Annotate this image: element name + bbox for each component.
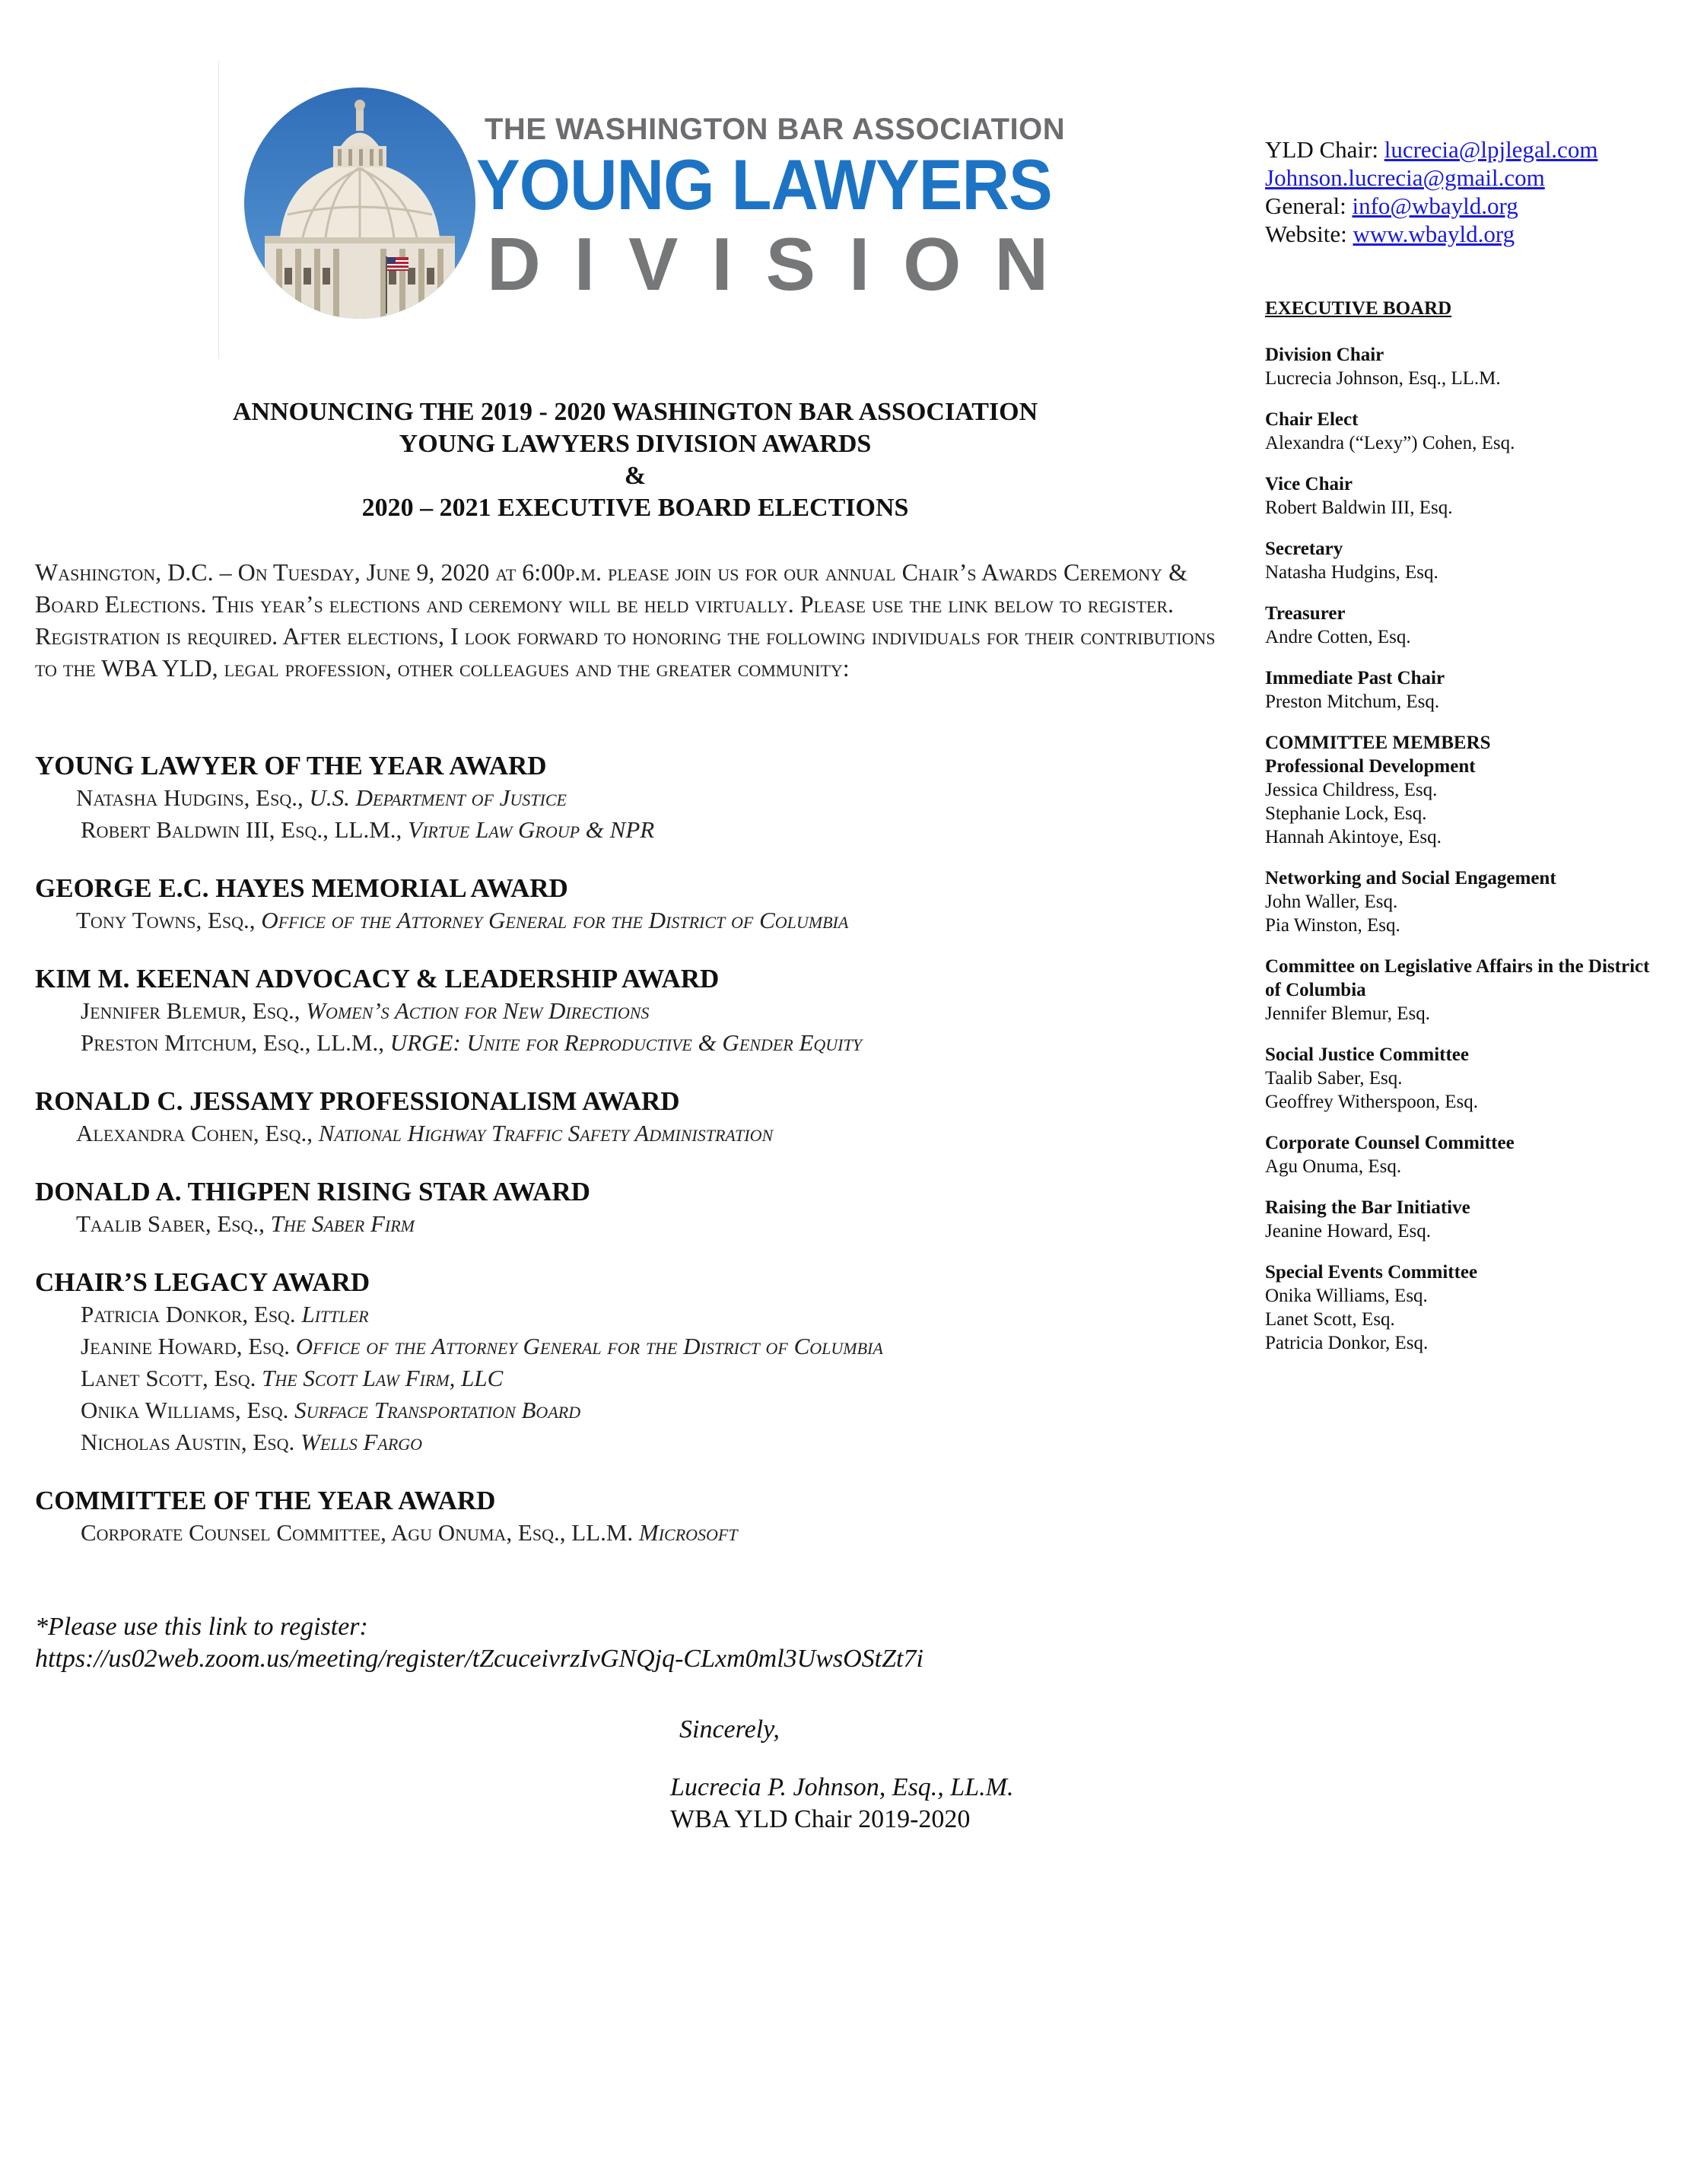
award-title: GEORGE E.C. HAYES MEMORIAL AWARD <box>35 873 568 903</box>
committee-member: Pia Winston, Esq. <box>1265 915 1400 936</box>
committee-member: John Waller, Esq. <box>1265 892 1398 912</box>
committee-name: Special Events Committee <box>1265 1262 1478 1283</box>
committee-member: Hannah Akintoye, Esq. <box>1265 827 1442 847</box>
committee-name: Networking and Social Engagement <box>1265 868 1556 889</box>
honoree-name: Taalib Saber, Esq., <box>76 1210 265 1237</box>
website-link[interactable]: www.wbayld.org <box>1353 221 1515 247</box>
officer-role: Chair Elect <box>1265 409 1359 430</box>
chair-contact-2 <box>1265 164 1597 192</box>
closing-title: WBA YLD Chair 2019-2020 <box>670 1805 971 1833</box>
honoree-organization: Virtue Law Group & NPR <box>408 816 655 843</box>
award-honoree <box>35 1362 1222 1394</box>
award-section <box>35 1484 1222 1549</box>
announcement-line: 2020 – 2021 EXECUTIVE BOARD ELECTIONS <box>361 494 909 522</box>
committee-entry <box>1265 1043 1661 1114</box>
award-honoree <box>35 782 1222 814</box>
award-honoree <box>35 814 1222 846</box>
officer-role: Treasurer <box>1265 603 1346 624</box>
executive-board-sidebar <box>1265 297 1661 1372</box>
honoree-name: Robert Baldwin III, Esq., LL.M., <box>81 816 402 843</box>
honoree-name: Lanet Scott, Esq. <box>81 1365 256 1391</box>
register-block <box>35 1611 923 1675</box>
committee-name: Corporate Counsel Committee <box>1265 1133 1515 1153</box>
honoree-organization: The Scott Law Firm, LLC <box>262 1365 504 1391</box>
officer-role: Immediate Past Chair <box>1265 668 1445 688</box>
award-honoree <box>35 1394 1222 1426</box>
website-contact <box>1265 220 1597 248</box>
award-section <box>35 1175 1222 1240</box>
committee-member: Lanet Scott, Esq. <box>1265 1309 1395 1330</box>
honoree-organization: Office of the Attorney General for the District of Columbia <box>295 1333 883 1359</box>
honoree-name: Alexandra Cohen, Esq., <box>76 1120 313 1146</box>
awards-list <box>35 749 1222 1575</box>
website-label: Website: <box>1265 221 1347 247</box>
officer-role: Vice Chair <box>1265 474 1353 494</box>
award-title: RONALD C. JESSAMY PROFESSIONALISM AWARD <box>35 1086 680 1116</box>
award-honoree <box>35 1330 1222 1362</box>
committee-member: Patricia Donkor, Esq. <box>1265 1333 1429 1353</box>
officer-name: Alexandra (“Lexy”) Cohen, Esq. <box>1265 433 1515 453</box>
officer-entry <box>1265 343 1661 390</box>
committee-member: Jessica Childress, Esq. <box>1265 780 1438 800</box>
award-section <box>35 1266 1222 1458</box>
award-honoree <box>35 1117 1222 1149</box>
general-label: General: <box>1265 192 1346 219</box>
announcement-heading <box>114 396 1156 524</box>
award-honoree <box>35 904 1222 936</box>
committee-list <box>1265 755 1661 1355</box>
committee-members-heading: COMMITTEE MEMBERS <box>1265 733 1491 753</box>
honoree-name: Preston Mitchum, Esq., LL.M., <box>81 1029 384 1056</box>
committee-name: Professional Development <box>1265 756 1476 777</box>
officer-name: Preston Mitchum, Esq. <box>1265 691 1440 712</box>
award-title: CHAIR’S LEGACY AWARD <box>35 1267 370 1297</box>
honoree-organization: Office of the Attorney General for the District of Columbia <box>261 907 849 933</box>
officer-name: Natasha Hudgins, Esq. <box>1265 562 1438 583</box>
committee-entry <box>1265 755 1661 849</box>
honoree-organization: Women’s Action for New Directions <box>306 997 650 1024</box>
honoree-name: Onika Williams, Esq. <box>81 1397 289 1423</box>
officer-name: Lucrecia Johnson, Esq., LL.M. <box>1265 368 1501 389</box>
award-honoree <box>35 1426 1222 1458</box>
officer-role: Division Chair <box>1265 345 1384 365</box>
honoree-organization: Littler <box>301 1301 369 1327</box>
honoree-organization: URGE: Unite for Reproductive & Gender Equity <box>389 1029 862 1056</box>
register-label: *Please use this link to register: <box>35 1613 368 1641</box>
committee-entry <box>1265 1196 1661 1243</box>
logo-line-division: DIVISION <box>487 222 1082 306</box>
chair-email-link-2[interactable]: Johnson.lucrecia@gmail.com <box>1265 164 1545 191</box>
announcement-line: & <box>624 462 647 490</box>
committee-name: Social Justice Committee <box>1265 1044 1469 1065</box>
award-section <box>35 1085 1222 1149</box>
officer-role: Secretary <box>1265 539 1343 559</box>
award-section <box>35 962 1222 1059</box>
committee-member: Jeanine Howard, Esq. <box>1265 1221 1431 1241</box>
executive-board-title: EXECUTIVE BOARD <box>1265 298 1452 319</box>
chair-email-link-1[interactable]: lucrecia@lpjlegal.com <box>1384 136 1598 163</box>
honoree-organization: The Saber Firm <box>270 1210 415 1237</box>
award-honoree <box>35 995 1222 1027</box>
committee-name: Raising the Bar Initiative <box>1265 1197 1470 1218</box>
award-title: YOUNG LAWYER OF THE YEAR AWARD <box>35 751 547 780</box>
officer-name: Robert Baldwin III, Esq. <box>1265 498 1453 518</box>
award-honoree <box>35 1299 1222 1330</box>
committee-member: Agu Onuma, Esq. <box>1265 1156 1402 1177</box>
committee-entry <box>1265 1260 1661 1355</box>
logo-divider <box>218 61 219 359</box>
intro-paragraph: Washington, D.C. – On Tuesday, June 9, 2020 at 6:00p.m. please join us for our annual Chair’s Awards Ceremony & Board Elections. This year’s elections and ceremony will be held virtually. Please use the link below to register. Registration is required. After elections, I look forward to honoring the following individuals for their contributions to the WBA YLD, legal profession, other colleagues and the greater community: <box>35 558 1216 682</box>
honoree-organization: Wells Fargo <box>300 1429 423 1455</box>
register-url[interactable]: https://us02web.zoom.us/meeting/register/tZcuceivrzIvGNQjq-CLxm0ml3UwsOStZt7i <box>35 1645 923 1673</box>
chair-contact <box>1265 135 1597 164</box>
award-title: DONALD A. THIGPEN RISING STAR AWARD <box>35 1177 590 1206</box>
committee-member: Taalib Saber, Esq. <box>1265 1068 1403 1089</box>
committee-entry <box>1265 1131 1661 1178</box>
general-email-link[interactable]: info@wbayld.org <box>1352 192 1518 219</box>
committee-entry <box>1265 866 1661 937</box>
announcement-line: ANNOUNCING THE 2019 - 2020 WASHINGTON BAR ASSOCIATION <box>232 398 1038 426</box>
announcement-line: YOUNG LAWYERS DIVISION AWARDS <box>399 430 872 458</box>
contact-block <box>1265 135 1597 248</box>
honoree-organization: U.S. Department of Justice <box>309 784 567 811</box>
logo-line-young-lawyers: YOUNG LAWYERS <box>476 145 1052 224</box>
committee-member: Stephanie Lock, Esq. <box>1265 803 1427 824</box>
chair-label: YLD Chair: <box>1265 136 1378 163</box>
award-honoree <box>35 1517 1222 1549</box>
officer-name: Andre Cotten, Esq. <box>1265 627 1411 647</box>
award-title: KIM M. KEENAN ADVOCACY & LEADERSHIP AWARD <box>35 964 720 993</box>
honoree-name: Patricia Donkor, Esq. <box>81 1301 296 1327</box>
award-honoree <box>35 1208 1222 1240</box>
officer-entry <box>1265 537 1661 584</box>
committee-name: Committee on Legislative Affairs in the District of Columbia <box>1265 956 1650 1000</box>
honoree-organization: Surface Transportation Board <box>294 1397 581 1423</box>
committee-member: Onika Williams, Esq. <box>1265 1286 1428 1306</box>
honoree-name: Jennifer Blemur, Esq., <box>81 997 300 1024</box>
honoree-organization: National Highway Traffic Safety Administration <box>318 1120 774 1146</box>
committee-entry <box>1265 955 1661 1025</box>
honoree-name: Nicholas Austin, Esq. <box>81 1429 295 1455</box>
committee-member: Jennifer Blemur, Esq. <box>1265 1003 1431 1024</box>
closing-signature: Lucrecia P. Johnson, Esq., LL.M. <box>670 1773 1014 1801</box>
officer-entry <box>1265 472 1661 520</box>
officer-entry <box>1265 602 1661 649</box>
honoree-name: Jeanine Howard, Esq. <box>81 1333 291 1359</box>
award-title: COMMITTEE OF THE YEAR AWARD <box>35 1486 496 1515</box>
committee-member: Geoffrey Witherspoon, Esq. <box>1265 1092 1478 1112</box>
officer-entry <box>1265 408 1661 455</box>
logo-line-association: THE WASHINGTON BAR ASSOCIATION <box>485 113 1066 146</box>
capitol-dome-icon <box>242 85 478 321</box>
honoree-name: Corporate Counsel Committee, Agu Onuma, Esq., LL.M. <box>81 1519 634 1546</box>
closing-block <box>670 1714 1014 1836</box>
award-section <box>35 872 1222 936</box>
closing-salutation: Sincerely, <box>679 1715 780 1744</box>
award-section <box>35 749 1222 846</box>
award-honoree <box>35 1027 1222 1059</box>
honoree-name: Tony Towns, Esq., <box>76 907 256 933</box>
officer-list <box>1265 343 1661 714</box>
honoree-organization: Microsoft <box>638 1519 738 1546</box>
officer-entry <box>1265 666 1661 714</box>
general-contact <box>1265 192 1597 220</box>
honoree-name: Natasha Hudgins, Esq., <box>76 784 304 811</box>
